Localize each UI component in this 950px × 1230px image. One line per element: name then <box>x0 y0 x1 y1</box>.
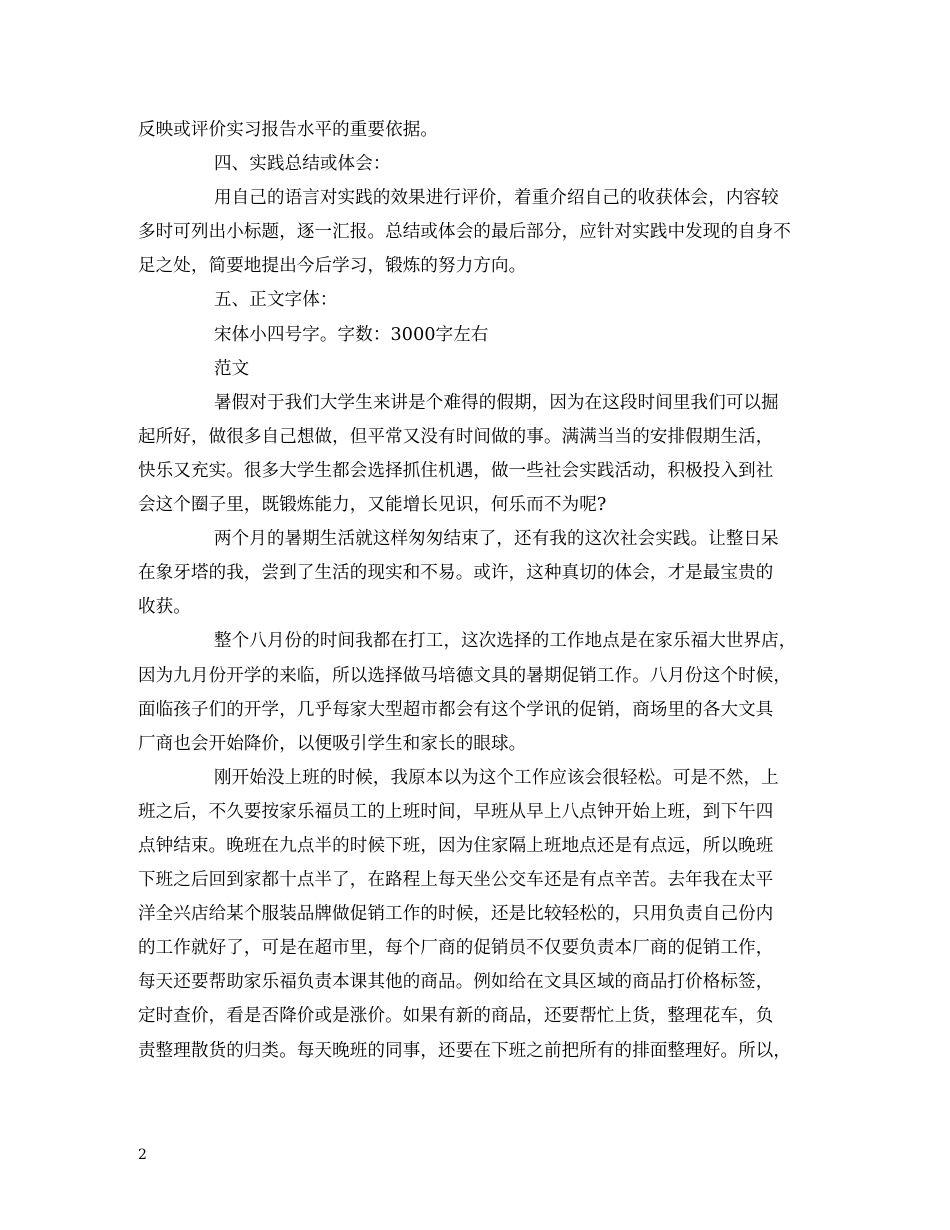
text-line: 洋全兴店给某个服装品牌做促销工作的时候，还是比较轻松的，只用负责自己份内 <box>138 904 774 925</box>
section-heading: 范文 <box>214 358 250 379</box>
text-line: 因为九月份开学的来临，所以选择做马培德文具的暑期促销工作。八月份这个时候， <box>138 665 792 686</box>
text-line: 会这个圈子里，既锻炼能力，又能增长见识，何乐而不为呢? <box>138 495 607 516</box>
text-line: 在象牙塔的我，尝到了生活的现实和不易。或许，这种真切的体会，才是最宝贵的 <box>138 563 774 584</box>
document-body <box>138 113 828 1068</box>
text-line: 用自己的语言对实践的效果进行评价，着重介绍自己的收获体会，内容较 <box>214 188 779 209</box>
text-line: 宋体小四号字。字数：3000字左右 <box>214 324 489 345</box>
text-line: 起所好，做很多自己想做，但平常又没有时间做的事。满满当当的安排假期生活， <box>138 426 774 447</box>
text-line: 定时查价，看是否降价或是涨价。如果有新的商品，还要帮忙上货，整理花车，负 <box>138 1006 774 1027</box>
text-line: 刚开始没上班的时候，我原本以为这个工作应该会很轻松。可是不然，上 <box>214 767 779 788</box>
text-line: 反映或评价实习报告水平的重要依据。 <box>138 120 439 140</box>
text-line: 的工作就好了，可是在超市里，每个厂商的促销员不仅要负责本厂商的促销工作， <box>138 938 774 959</box>
text-line: 收获。 <box>138 597 191 618</box>
text-line: 暑假对于我们大学生来讲是个难得的假期，因为在这段时间里我们可以掘 <box>214 392 779 413</box>
page-number: 2 <box>138 1147 147 1163</box>
text-line: 两个月的暑期生活就这样匆匆结束了，还有我的这次社会实践。让整日呆 <box>214 529 779 550</box>
text-line: 每天还要帮助家乐福负责本课其他的商品。例如给在文具区域的商品打价格标签， <box>138 972 774 993</box>
text-line: 足之处，简要地提出今后学习，锻炼的努力方向。 <box>138 256 527 277</box>
text-line: 下班之后回到家都十点半了，在路程上每天坐公交车还是有点辛苦。去年我在太平 <box>138 870 774 891</box>
text-line: 责整理散货的归类。每天晚班的同事，还要在下班之前把所有的排面整理好。所以， <box>138 1040 792 1061</box>
text-line: 班之后，不久要按家乐福员工的上班时间，早班从早上八点钟开始上班，到下午四 <box>138 801 774 822</box>
text-line: 整个八月份的时间我都在打工，这次选择的工作地点是在家乐福大世界店， <box>214 631 797 652</box>
text-line: 厂商也会开始降价，以便吸引学生和家长的眼球。 <box>138 733 527 754</box>
text-line: 面临孩子们的开学，几乎每家大型超市都会有这个学讯的促销，商场里的各大文具 <box>138 699 774 720</box>
section-heading: 四、实践总结或体会： <box>214 154 391 175</box>
text-line: 点钟结束。晚班在九点半的时候下班，因为住家隔上班地点还是有点远，所以晚班 <box>138 835 774 856</box>
text-line: 快乐又充实。很多大学生都会选择抓住机遇，做一些社会实践活动，积极投入到社 <box>138 460 774 481</box>
text-line: 多时可列出小标题，逐一汇报。总结或体会的最后部分，应针对实践中发现的自身不 <box>138 222 792 243</box>
section-heading: 五、正文字体： <box>214 290 338 311</box>
